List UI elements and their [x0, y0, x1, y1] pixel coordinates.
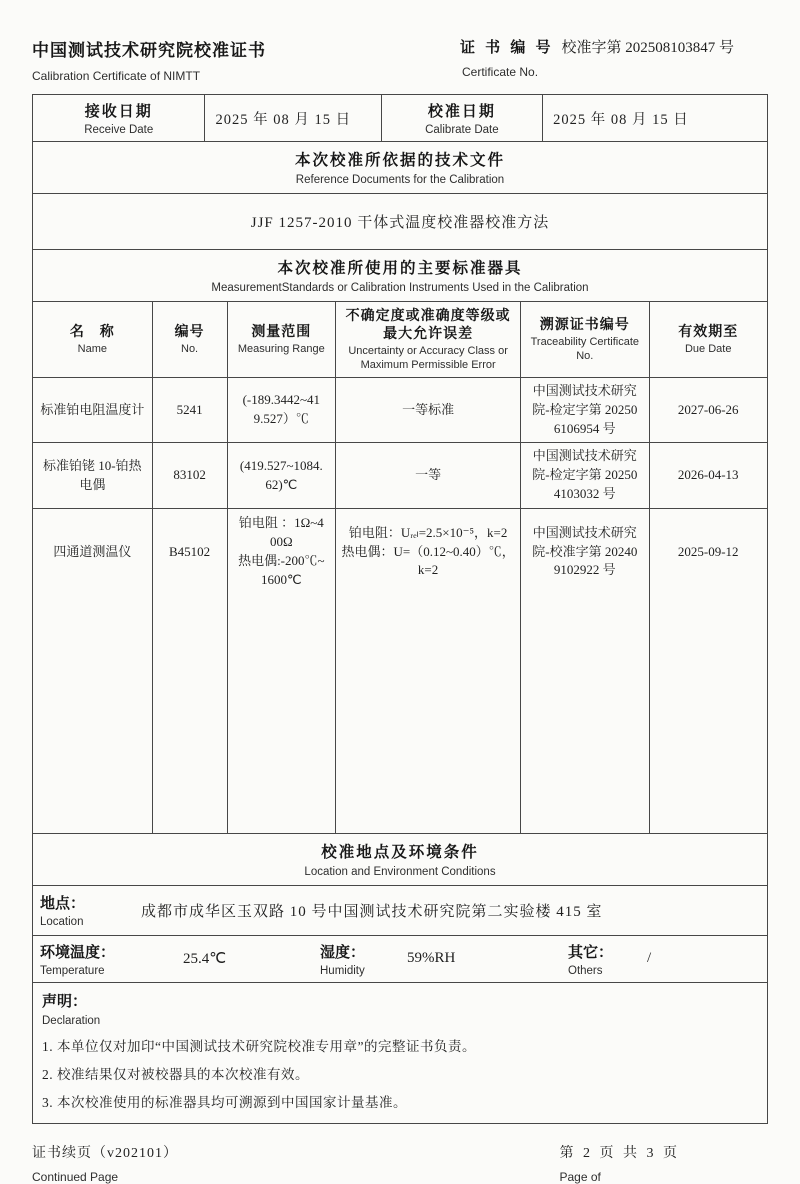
column-header: 有效期至 Due Date: [678, 322, 739, 356]
declaration-item: 2. 校准结果仅对被校器具的本次校准有效。: [42, 1066, 309, 1082]
standards-table: [32, 301, 768, 834]
reference-section-header: [32, 141, 768, 194]
standards-cell: 标准铂电阻温度计: [33, 378, 153, 443]
footer-left: [32, 1142, 178, 1184]
standards-cell: (419.527~1084. 62)℃: [228, 443, 337, 508]
humidity-label-en: Humidity: [320, 964, 365, 977]
calibrate-date-label: [382, 95, 543, 141]
calibrate-date-label-en: Calibrate Date: [425, 124, 499, 136]
reference-title-zh: 本次校准所依据的技术文件: [294, 152, 505, 169]
declaration-item: 1. 本单位仅对加印“中国测试技术研究院校准专用章”的完整证书负责。: [42, 1038, 476, 1054]
standards-cell: 一等标准: [336, 378, 521, 443]
column-header: 溯源证书编号 Traceability Certificate No.: [521, 302, 649, 377]
location-row: [32, 885, 768, 936]
receive-date-value: 2025 年 08 月 15 日: [205, 95, 381, 141]
standards-cell: 中国测试技术研究 院-校准字第 20240 9102922 号: [521, 509, 649, 595]
declaration-title-zh: 声明：: [42, 992, 88, 1010]
page-number-zh: 第 2 页 共 3 页: [559, 1145, 680, 1161]
standards-table-body: [33, 378, 767, 595]
standards-cell: 83102: [153, 443, 228, 508]
standards-cell: B45102: [153, 509, 228, 595]
standards-cell: (-189.3442~41 9.527）℃: [228, 378, 337, 443]
standards-cell: 标准铂铑 10-铂热 电偶: [33, 443, 153, 508]
certificate-title-en: Calibration Certificate of NIMTT: [32, 69, 201, 83]
empty-cell: [336, 595, 521, 833]
temperature-value: 25.4℃: [183, 951, 227, 968]
column-header: 测量范围 Measuring Range: [228, 302, 337, 377]
page-number-en: Page of: [559, 1169, 601, 1184]
footer-right: [560, 1142, 681, 1184]
receive-date-label: [33, 95, 205, 141]
environment-row: [32, 935, 768, 983]
standards-cell: 四通道测温仪: [33, 509, 153, 595]
page-footer: [32, 1142, 768, 1184]
location-title-zh: 校准地点及环境条件: [321, 843, 479, 861]
certificate-page: [32, 36, 768, 1184]
humidity-label: [313, 936, 383, 982]
certificate-number-line: [460, 36, 768, 57]
empty-cell: [33, 595, 153, 833]
standards-cell: 铂电阻：Uᵣₑₗ=2.5×10⁻⁵，k=2 热电偶：U=（0.12~0.40）℃， k=2: [336, 509, 521, 595]
standards-row: [33, 378, 767, 444]
standards-row: [33, 509, 767, 595]
location-title-en: Location and Environment Conditions: [304, 865, 496, 878]
column-header: 编号 No.: [153, 302, 228, 377]
standards-table-empty-space: [33, 595, 767, 833]
others-label-zh: 其它：: [568, 943, 614, 961]
standards-cell: 铂电阻 ：1Ω~4 00Ω 热电偶:-200℃~ 1600℃: [228, 509, 337, 595]
receive-date-label-zh: 接收日期: [84, 103, 153, 120]
temperature-label: [33, 936, 145, 982]
receive-date-label-en: Receive Date: [84, 124, 154, 136]
humidity-value: 59%RH: [407, 950, 456, 967]
location-section-header: [32, 833, 768, 886]
standards-section-header: [32, 249, 768, 302]
declaration-section: [32, 982, 768, 1124]
others-value: /: [647, 950, 652, 967]
standards-cell: 一等: [336, 443, 521, 508]
standards-title-zh: 本次校准所使用的主要标准器具: [277, 260, 523, 277]
declaration-title-en: Declaration: [42, 1014, 101, 1027]
standards-cell: 2025-09-12: [677, 543, 739, 559]
empty-cell: [521, 595, 649, 833]
standards-title-en: MeasurementStandards or Calibration Instruments Used in the Calibration: [211, 282, 589, 294]
standards-cell: 中国测试技术研究 院-检定字第 20250 6106954 号: [521, 378, 649, 443]
standards-cell: 中国测试技术研究 院-检定字第 20250 4103032 号: [521, 443, 649, 508]
certificate-title-zh: 中国测试技术研究院校准证书: [32, 41, 266, 60]
others-label-en: Others: [568, 964, 603, 977]
location-label: [33, 886, 141, 935]
continued-page-en: Continued Page: [32, 1169, 119, 1184]
temperature-label-en: Temperature: [40, 964, 105, 977]
reference-document: JJF 1257-2010 干体式温度校准器校准方法: [32, 193, 768, 250]
certificate-number-value: 校准字第 202508103847 号: [561, 40, 735, 56]
title-block: [32, 36, 266, 83]
standards-cell: 5241: [153, 378, 228, 443]
column-header: 不确定度或准确度等级或 最大允许误差 Uncertainty or Accuracy Class or Maximum Permissible Error: [336, 302, 521, 377]
temperature-label-zh: 环境温度：: [40, 943, 116, 961]
certificate-number-label-en: Certificate No.: [462, 65, 539, 79]
declaration-items: [42, 1035, 758, 1111]
standards-row: [33, 443, 767, 509]
calibrate-date-label-zh: 校准日期: [427, 103, 496, 120]
reference-title-en: Reference Documents for the Calibration: [295, 174, 505, 186]
standards-cell: 2026-04-13: [677, 467, 739, 483]
continued-page-zh: 证书续页（v202101）: [32, 1145, 178, 1161]
standards-cell: 2027-06-26: [677, 401, 739, 417]
column-header: 名 称 Name: [33, 302, 153, 377]
empty-cell: [650, 595, 767, 833]
location-label-en: Location: [40, 916, 84, 929]
location-label-zh: 地点：: [40, 895, 86, 913]
empty-cell: [153, 595, 228, 833]
location-address: 成都市成华区玉双路 10 号中国测试技术研究院第二实验楼 415 室: [141, 903, 603, 920]
certificate-number-label-zh: 证 书 编 号: [460, 39, 554, 56]
others-label: [561, 936, 629, 982]
declaration-item: 3. 本次校准使用的标准器具均可溯源到中国国家计量基准。: [42, 1094, 407, 1110]
empty-cell: [228, 595, 337, 833]
humidity-label-zh: 湿度：: [320, 943, 366, 961]
dates-table: [32, 94, 768, 142]
certificate-number-block: [460, 36, 768, 79]
document-header: [32, 36, 768, 83]
standards-table-header-row: [33, 302, 767, 378]
calibrate-date-value: 2025 年 08 月 15 日: [553, 111, 689, 128]
